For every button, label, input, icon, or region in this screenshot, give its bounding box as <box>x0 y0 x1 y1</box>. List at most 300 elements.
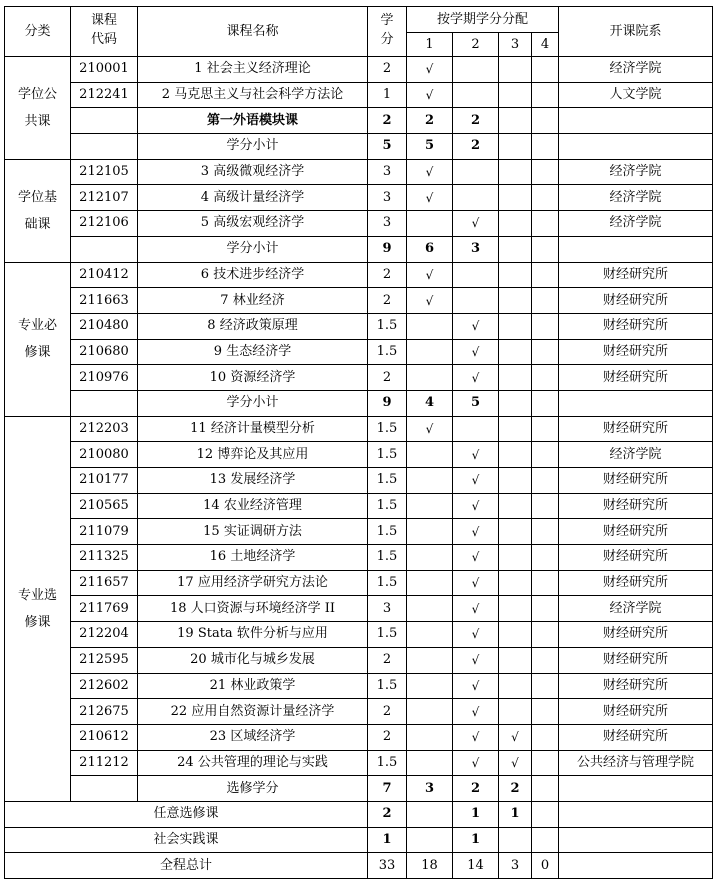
free-elective-row <box>5 801 713 827</box>
course-code: 212106 <box>71 211 138 237</box>
semester-4-cell <box>532 519 559 545</box>
subtotal-code-cell <box>71 776 138 802</box>
subtotal-code-cell <box>71 236 138 262</box>
course-code: 211212 <box>71 750 138 776</box>
semester-3-cell <box>499 442 532 468</box>
table-row <box>5 442 713 468</box>
category-line2: 共课 <box>24 113 51 129</box>
course-name: 5 高级宏观经济学 <box>138 211 368 237</box>
category-cell <box>5 159 71 262</box>
semester-1-cell <box>407 493 453 519</box>
semester-4-cell <box>532 416 559 442</box>
semester-1-cell <box>407 545 453 571</box>
course-code: 212105 <box>71 159 138 185</box>
course-name: 16 土地经济学 <box>138 545 368 571</box>
semester-4-cell <box>532 442 559 468</box>
course-code: 210976 <box>71 365 138 391</box>
course-credit: 2 <box>368 365 407 391</box>
subtotal-semester-2: 3 <box>453 236 499 262</box>
semester-3-cell <box>499 159 532 185</box>
semester-2-cell: √ <box>453 596 499 622</box>
course-table <box>4 6 713 879</box>
table-row <box>5 699 713 725</box>
department: 财经研究所 <box>559 288 713 314</box>
semester-2-cell <box>453 288 499 314</box>
semester-1-cell <box>407 313 453 339</box>
semester-3-cell <box>499 519 532 545</box>
semester-1-cell <box>407 596 453 622</box>
header-credit-line1: 学 <box>380 12 394 28</box>
course-name: 24 公共管理的理论与实践 <box>138 750 368 776</box>
semester-3-cell: √ <box>499 750 532 776</box>
table-row <box>5 82 713 108</box>
semester-3-cell <box>499 57 532 83</box>
practice-row-credit: 1 <box>368 827 407 853</box>
semester-1-cell <box>407 519 453 545</box>
course-credit: 1.5 <box>368 416 407 442</box>
course-code: 212602 <box>71 673 138 699</box>
course-code: 211657 <box>71 570 138 596</box>
subtotal-code-cell <box>71 390 138 416</box>
course-code: 212204 <box>71 622 138 648</box>
table-row <box>5 339 713 365</box>
department: 财经研究所 <box>559 365 713 391</box>
subtotal-semester-2: 5 <box>453 390 499 416</box>
practice-row-department <box>559 827 713 853</box>
semester-1-cell: √ <box>407 185 453 211</box>
course-name: 22 应用自然资源计量经济学 <box>138 699 368 725</box>
subtotal-semester-3 <box>499 236 532 262</box>
free-elective-row-credit: 2 <box>368 801 407 827</box>
practice-row-semester-1 <box>407 827 453 853</box>
semester-4-cell <box>532 596 559 622</box>
department: 财经研究所 <box>559 570 713 596</box>
department: 财经研究所 <box>559 493 713 519</box>
semester-4-cell <box>532 570 559 596</box>
course-credit: 1.5 <box>368 545 407 571</box>
semester-3-cell <box>499 647 532 673</box>
subtotal-semester-3 <box>499 134 532 160</box>
semester-3-cell <box>499 365 532 391</box>
course-code: 210565 <box>71 493 138 519</box>
semester-3-cell <box>499 262 532 288</box>
subtotal-semester-1: 6 <box>407 236 453 262</box>
semester-2-cell: √ <box>453 442 499 468</box>
course-name: 7 林业经济 <box>138 288 368 314</box>
semester-2-cell: √ <box>453 673 499 699</box>
subtotal-credit: 5 <box>368 134 407 160</box>
department: 人文学院 <box>559 82 713 108</box>
semester-2-cell <box>453 159 499 185</box>
semester-1-cell: √ <box>407 288 453 314</box>
subtotal-code-cell <box>71 134 138 160</box>
course-credit: 1.5 <box>368 750 407 776</box>
grand-total-row <box>5 853 713 879</box>
department: 财经研究所 <box>559 262 713 288</box>
table-row <box>5 493 713 519</box>
semester-4-cell <box>532 647 559 673</box>
semester-4-cell <box>532 262 559 288</box>
semester-1-cell <box>407 365 453 391</box>
table-row <box>5 313 713 339</box>
table-body <box>5 7 713 879</box>
semester-2-cell: √ <box>453 545 499 571</box>
header-semester-group: 按学期学分分配 <box>407 7 559 33</box>
department: 财经研究所 <box>559 699 713 725</box>
semester-4-cell <box>532 185 559 211</box>
semester-1-cell: √ <box>407 159 453 185</box>
header-department: 开课院系 <box>559 7 713 57</box>
semester-4-cell <box>532 82 559 108</box>
department: 财经研究所 <box>559 545 713 571</box>
semester-3-cell <box>499 570 532 596</box>
course-code: 210680 <box>71 339 138 365</box>
semester-4-cell <box>532 365 559 391</box>
semester-1-cell <box>407 724 453 750</box>
course-credit: 3 <box>368 211 407 237</box>
practice-row-semester-2: 1 <box>453 827 499 853</box>
course-name: 19 Stata 软件分析与应用 <box>138 622 368 648</box>
semester-3-cell: √ <box>499 724 532 750</box>
semester-1-cell <box>407 211 453 237</box>
semester-4-cell <box>532 211 559 237</box>
course-credit: 1.5 <box>368 622 407 648</box>
subtotal-semester-4 <box>532 390 559 416</box>
course-credit: 1.5 <box>368 673 407 699</box>
department: 财经研究所 <box>559 416 713 442</box>
semester-4-cell <box>532 545 559 571</box>
course-credit: 2 <box>368 57 407 83</box>
course-name: 13 发展经济学 <box>138 468 368 494</box>
course-name: 10 资源经济学 <box>138 365 368 391</box>
header-semester-2: 2 <box>453 33 499 57</box>
course-name: 3 高级微观经济学 <box>138 159 368 185</box>
course-code: 212203 <box>71 416 138 442</box>
free-elective-row-semester-3: 1 <box>499 801 532 827</box>
semester-3-cell <box>499 596 532 622</box>
subtotal-department <box>559 236 713 262</box>
grand-total-row-semester-2: 14 <box>453 853 499 879</box>
course-code: 210080 <box>71 442 138 468</box>
practice-row-label: 社会实践课 <box>5 827 368 853</box>
header-credit-line2: 分 <box>380 31 394 47</box>
semester-1-cell: √ <box>407 262 453 288</box>
course-code: 210612 <box>71 724 138 750</box>
semester-1-cell <box>407 339 453 365</box>
semester-2-cell: √ <box>453 622 499 648</box>
subtotal-semester-1: 4 <box>407 390 453 416</box>
course-name: 15 实证调研方法 <box>138 519 368 545</box>
department: 经济学院 <box>559 57 713 83</box>
subtotal-semester-1: 5 <box>407 134 453 160</box>
free-elective-row-label: 任意选修课 <box>5 801 368 827</box>
course-name: 17 应用经济学研究方法论 <box>138 570 368 596</box>
header-semester-3: 3 <box>499 33 532 57</box>
subtotal-row <box>5 236 713 262</box>
department: 财经研究所 <box>559 313 713 339</box>
department: 经济学院 <box>559 211 713 237</box>
semester-4-cell <box>532 699 559 725</box>
semester-4-cell <box>532 673 559 699</box>
header-semester-1: 1 <box>407 33 453 57</box>
subtotal-label: 学分小计 <box>138 236 368 262</box>
course-credit: 1.5 <box>368 442 407 468</box>
semester-1-cell: √ <box>407 57 453 83</box>
table-row <box>5 750 713 776</box>
course-name: 11 经济计量模型分析 <box>138 416 368 442</box>
table-row <box>5 211 713 237</box>
subtotal-label: 学分小计 <box>138 390 368 416</box>
header-code-line2: 代码 <box>90 31 117 47</box>
semester-4-cell <box>532 622 559 648</box>
course-name: 12 博弈论及其应用 <box>138 442 368 468</box>
semester-4-cell <box>532 313 559 339</box>
semester-1-cell <box>407 622 453 648</box>
semester-3-cell <box>499 622 532 648</box>
free-elective-row-department <box>559 801 713 827</box>
department: 财经研究所 <box>559 724 713 750</box>
semester-2-cell: √ <box>453 570 499 596</box>
semester-1-cell <box>407 647 453 673</box>
subtotal-department <box>559 776 713 802</box>
table-row <box>5 57 713 83</box>
category-line1: 学位基 <box>17 189 57 205</box>
semester-2-cell <box>453 416 499 442</box>
department: 公共经济与管理学院 <box>559 750 713 776</box>
course-credit: 2 <box>368 647 407 673</box>
category-line2: 修课 <box>24 614 51 630</box>
table-row <box>5 185 713 211</box>
header-code <box>71 7 138 57</box>
course-code: 210177 <box>71 468 138 494</box>
course-name: 20 城市化与城乡发展 <box>138 647 368 673</box>
header-course-name: 课程名称 <box>138 7 368 57</box>
department: 经济学院 <box>559 442 713 468</box>
semester-4-cell <box>532 159 559 185</box>
course-code: 211325 <box>71 545 138 571</box>
semester-3-cell <box>499 82 532 108</box>
course-code: 210412 <box>71 262 138 288</box>
course-credit: 1.5 <box>368 468 407 494</box>
course-name: 21 林业政策学 <box>138 673 368 699</box>
semester-2-cell: √ <box>453 519 499 545</box>
course-code: 212107 <box>71 185 138 211</box>
semester-1-cell <box>407 442 453 468</box>
course-credit: 1.5 <box>368 313 407 339</box>
subtotal-credit: 7 <box>368 776 407 802</box>
grand-total-row-credit: 33 <box>368 853 407 879</box>
semester-4-cell <box>532 468 559 494</box>
header-row <box>5 7 713 33</box>
grand-total-row-department <box>559 853 713 879</box>
subtotal-semester-3: 2 <box>499 776 532 802</box>
header-credit <box>368 7 407 57</box>
semester-3-cell <box>499 339 532 365</box>
course-credit: 2 <box>368 262 407 288</box>
category-line2: 修课 <box>24 345 51 361</box>
semester-2-cell <box>453 82 499 108</box>
course-code: 212675 <box>71 699 138 725</box>
table-row <box>5 159 713 185</box>
semester-2-cell: √ <box>453 313 499 339</box>
course-table-container <box>4 6 713 879</box>
course-credit: 1 <box>368 82 407 108</box>
category-line1: 专业必 <box>17 318 57 334</box>
course-credit: 3 <box>368 596 407 622</box>
semester-4-cell <box>532 108 559 134</box>
header-category: 分类 <box>5 7 71 57</box>
semester-3-cell <box>499 288 532 314</box>
course-name: 6 技术进步经济学 <box>138 262 368 288</box>
header-semester-4: 4 <box>532 33 559 57</box>
free-elective-row-semester-1 <box>407 801 453 827</box>
table-row <box>5 288 713 314</box>
course-code: 211769 <box>71 596 138 622</box>
semester-1-cell <box>407 699 453 725</box>
semester-3-cell <box>499 313 532 339</box>
free-elective-row-semester-2: 1 <box>453 801 499 827</box>
grand-total-row-semester-1: 18 <box>407 853 453 879</box>
table-row <box>5 724 713 750</box>
semester-3-cell <box>499 699 532 725</box>
course-credit: 2 <box>368 724 407 750</box>
grand-total-row-semester-3: 3 <box>499 853 532 879</box>
subtotal-row <box>5 390 713 416</box>
semester-1-cell <box>407 468 453 494</box>
semester-3-cell <box>499 416 532 442</box>
course-name: 14 农业经济管理 <box>138 493 368 519</box>
subtotal-semester-2: 2 <box>453 776 499 802</box>
course-credit: 2 <box>368 288 407 314</box>
course-name: 8 经济政策原理 <box>138 313 368 339</box>
table-row <box>5 596 713 622</box>
semester-2-cell: √ <box>453 468 499 494</box>
semester-4-cell <box>532 750 559 776</box>
semester-2-cell <box>453 57 499 83</box>
subtotal-label: 选修学分 <box>138 776 368 802</box>
category-cell <box>5 262 71 416</box>
semester-3-cell <box>499 211 532 237</box>
header-code-line1: 课程 <box>90 12 117 28</box>
semester-3-cell <box>499 493 532 519</box>
course-code: 212595 <box>71 647 138 673</box>
course-name: 2 马克思主义与社会科学方法论 <box>138 82 368 108</box>
table-row <box>5 545 713 571</box>
course-credit: 1.5 <box>368 493 407 519</box>
semester-2-cell <box>453 185 499 211</box>
semester-2-cell: √ <box>453 750 499 776</box>
grand-total-row-semester-4: 0 <box>532 853 559 879</box>
free-elective-row-semester-4 <box>532 801 559 827</box>
semester-1-cell <box>407 750 453 776</box>
department <box>559 108 713 134</box>
category-line1: 学位公 <box>17 86 57 102</box>
subtotal-semester-4 <box>532 776 559 802</box>
practice-row <box>5 827 713 853</box>
department: 财经研究所 <box>559 468 713 494</box>
category-cell <box>5 416 71 801</box>
course-code: 212241 <box>71 82 138 108</box>
semester-3-cell <box>499 545 532 571</box>
subtotal-department <box>559 134 713 160</box>
semester-2-cell: √ <box>453 365 499 391</box>
table-row <box>5 570 713 596</box>
course-code <box>71 108 138 134</box>
course-code: 211663 <box>71 288 138 314</box>
department: 财经研究所 <box>559 339 713 365</box>
course-name: 1 社会主义经济理论 <box>138 57 368 83</box>
category-cell <box>5 57 71 160</box>
course-name: 23 区域经济学 <box>138 724 368 750</box>
semester-2-cell: √ <box>453 339 499 365</box>
subtotal-semester-4 <box>532 236 559 262</box>
department: 财经研究所 <box>559 647 713 673</box>
table-row <box>5 673 713 699</box>
course-name: 18 人口资源与环境经济学 II <box>138 596 368 622</box>
category-line1: 专业选 <box>17 587 57 603</box>
semester-4-cell <box>532 339 559 365</box>
table-row <box>5 416 713 442</box>
semester-4-cell <box>532 57 559 83</box>
department: 财经研究所 <box>559 622 713 648</box>
semester-2-cell: √ <box>453 724 499 750</box>
semester-1-cell <box>407 570 453 596</box>
semester-3-cell <box>499 673 532 699</box>
subtotal-semester-3 <box>499 390 532 416</box>
subtotal-row <box>5 776 713 802</box>
practice-row-semester-4 <box>532 827 559 853</box>
practice-row-semester-3 <box>499 827 532 853</box>
semester-1-cell: √ <box>407 82 453 108</box>
department: 财经研究所 <box>559 673 713 699</box>
semester-1-cell <box>407 673 453 699</box>
grand-total-row-label: 全程总计 <box>5 853 368 879</box>
category-line2: 础课 <box>24 216 51 232</box>
course-credit: 2 <box>368 699 407 725</box>
course-name: 4 高级计量经济学 <box>138 185 368 211</box>
subtotal-semester-1: 3 <box>407 776 453 802</box>
subtotal-department <box>559 390 713 416</box>
semester-2-cell: √ <box>453 493 499 519</box>
semester-2-cell: √ <box>453 211 499 237</box>
table-row <box>5 622 713 648</box>
subtotal-credit: 9 <box>368 390 407 416</box>
semester-2-cell: √ <box>453 647 499 673</box>
table-row <box>5 647 713 673</box>
department: 经济学院 <box>559 185 713 211</box>
course-credit: 1.5 <box>368 570 407 596</box>
course-code: 211079 <box>71 519 138 545</box>
semester-1-cell: 2 <box>407 108 453 134</box>
department: 经济学院 <box>559 596 713 622</box>
course-credit: 1.5 <box>368 339 407 365</box>
course-credit: 1.5 <box>368 519 407 545</box>
semester-3-cell <box>499 108 532 134</box>
course-code: 210001 <box>71 57 138 83</box>
subtotal-label: 学分小计 <box>138 134 368 160</box>
course-credit: 2 <box>368 108 407 134</box>
subtotal-row <box>5 134 713 160</box>
semester-4-cell <box>532 288 559 314</box>
semester-2-cell: √ <box>453 699 499 725</box>
course-name: 第一外语模块课 <box>138 108 368 134</box>
course-code: 210480 <box>71 313 138 339</box>
department: 财经研究所 <box>559 519 713 545</box>
course-credit: 3 <box>368 159 407 185</box>
subtotal-semester-2: 2 <box>453 134 499 160</box>
table-row <box>5 108 713 134</box>
subtotal-semester-4 <box>532 134 559 160</box>
